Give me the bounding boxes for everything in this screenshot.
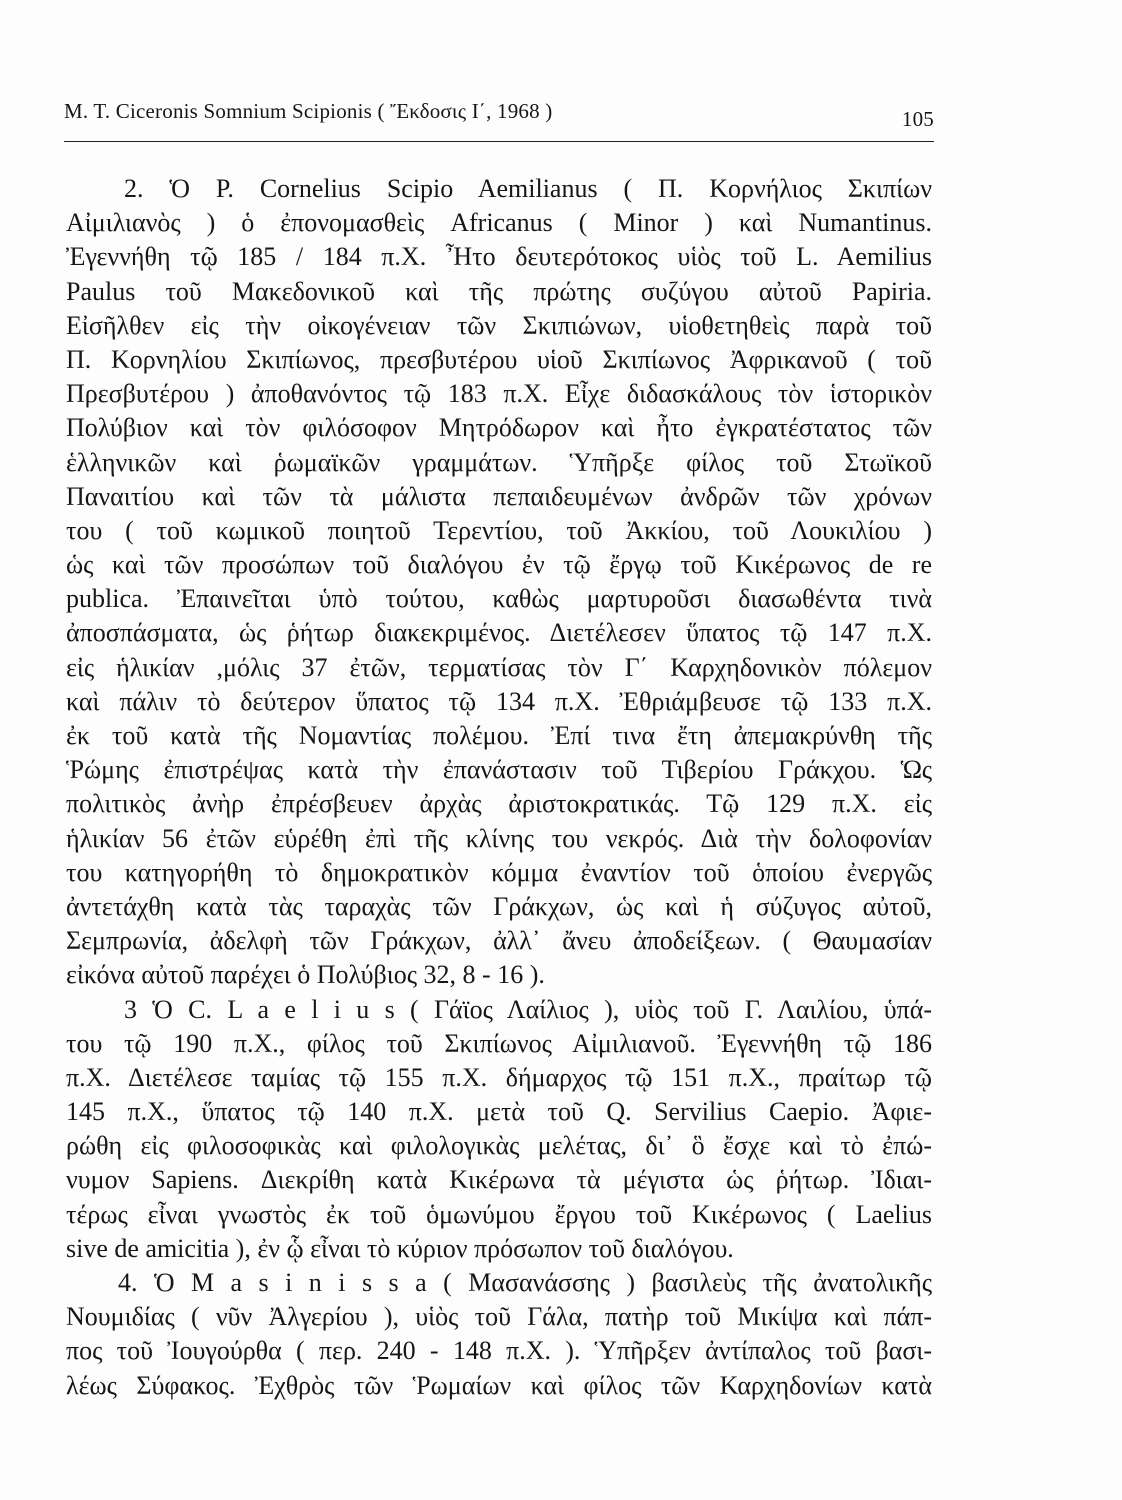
note-3-line-6: νυμον Sapiens. Διεκρίθη κατὰ Κικέρωνα τὰ μέγιστα ὡς ῥήτωρ. Ἰδιαι- bbox=[66, 1165, 932, 1195]
note-2-line-15: εἰς ἡλικίαν ,μόλις 37 ἐτῶν, τερματίσας τὸν Γ΄ Καρχηδονικὸν πόλεμον bbox=[66, 652, 932, 682]
note-2-line-8: Πολύβιον καὶ τὸν φιλόσοφον Μητρόδωρον καὶ ἦτο ἐγκρατέστατος τῶν bbox=[66, 413, 932, 443]
note-2-line-17: ἐκ τοῦ κατὰ τῆς Νομαντίας πολέμου. Ἐπί τινα ἔτη ἀπεμακρύνθη τῆς bbox=[66, 721, 932, 750]
note-3-line-8: sive de amicitia ), ἐν ᾧ εἶναι τὸ κύριον πρόσωπον τοῦ διαλόγου. bbox=[66, 1233, 734, 1263]
footnotes-body bbox=[66, 172, 932, 1403]
note-2-line-9: ἑλληνικῶν καὶ ῥωμαϊκῶν γραμμάτων. Ὑπῆρξε φίλος τοῦ Στωϊκοῦ bbox=[66, 447, 932, 477]
note-2-line-6: Π. Κορνηλίου Σκιπίωνος, πρεσβυτέρου υἱοῦ Σκιπίωνος Ἀφρικανοῦ ( τοῦ bbox=[66, 344, 932, 374]
note-2-line-22: ἀντετάχθη κατὰ τὰς ταραχὰς τῶν Γράκχων, ὡς καὶ ἡ σύζυγος αὐτοῦ, bbox=[66, 891, 932, 921]
running-head bbox=[64, 97, 934, 133]
note-2-line-13: publica. Ἐπαινεῖται ὑπὸ τούτου, καθὼς μαρτυροῦσι διασωθέντα τινὰ bbox=[66, 584, 932, 614]
note-2-line-4: Paulus τοῦ Μακεδονικοῦ καὶ τῆς πρώτης συζύγου αὐτοῦ Papiria. bbox=[66, 276, 932, 306]
note-2-line-12: ὡς καὶ τῶν προσώπων τοῦ διαλόγου ἐν τῷ ἔργῳ τοῦ Κικέρωνος de re bbox=[66, 550, 932, 580]
note-2-line-5: Εἰσῆλθεν εἰς τὴν οἰκογένειαν τῶν Σκιπιώνων, υἱοθετηθεὶς παρὰ τοῦ bbox=[66, 310, 932, 340]
note-4-line-4: λέως Σύφακος. Ἐχθρὸς τῶν Ῥωμαίων καὶ φίλος τῶν Καρχηδονίων κατὰ bbox=[66, 1370, 932, 1400]
note-4-line-1: 4. Ὁ M a s i n i s s a ( Μασανάσσης ) βασιλεὺς τῆς ἀνατολικῆς bbox=[118, 1268, 932, 1297]
note-2-line-1: 2. Ὁ P. Cornelius Scipio Aemilianus ( Π. Κορνήλιος Σκιπίων bbox=[124, 174, 932, 203]
note-3-line-3: π.Χ. Διετέλεσε ταμίας τῷ 155 π.Χ. δήμαρχος τῷ 151 π.Χ., πραίτωρ τῷ bbox=[66, 1062, 932, 1092]
note-2-line-20: ἡλικίαν 56 ἐτῶν εὑρέθη ἐπὶ τῆς κλίνης του νεκρός. Διὰ τὴν δολοφονίαν bbox=[66, 823, 932, 853]
note-2-line-2: Αἰμιλιανὸς ) ὁ ἐπονομασθεὶς Africanus ( Minor ) καὶ Numantinus. bbox=[66, 208, 932, 238]
note-3-line-5: ρώθη εἰς φιλοσοφικὰς καὶ φιλολογικὰς μελέτας, δι᾽ ὃ ἔσχε καὶ τὸ ἐπώ- bbox=[66, 1131, 932, 1161]
note-2-line-3: Ἐγεννήθη τῷ 185 / 184 π.Χ. Ἦτο δευτερότοκος υἱὸς τοῦ L. Aemilius bbox=[66, 242, 932, 272]
note-3-line-7: τέρως εἶναι γνωστὸς ἐκ τοῦ ὁμωνύμου ἔργου τοῦ Κικέρωνος ( Laelius bbox=[66, 1199, 932, 1229]
note-2-line-7: Πρεσβυτέρου ) ἀποθανόντος τῷ 183 π.Χ. Εἶχε διδασκάλους τὸν ἱστορικὸν bbox=[66, 379, 932, 409]
note-2-line-10: Παναιτίου καὶ τῶν τὰ μάλιστα πεπαιδευμένων ἀνδρῶν τῶν χρόνων bbox=[66, 481, 932, 511]
note-2-line-14: ἀποσπάσματα, ὡς ῥήτωρ διακεκριμένος. Διετέλεσεν ὕπατος τῷ 147 π.Χ. bbox=[66, 618, 932, 648]
header-rule bbox=[64, 141, 934, 142]
running-head-title: M. T. Ciceronis Somnium Scipionis ( Ἔκδοσις Ι΄, 1968 ) bbox=[64, 99, 553, 123]
note-2-line-21: του κατηγορήθη τὸ δημοκρατικὸν κόμμα ἐναντίον τοῦ ὁποίου ἐνεργῶς bbox=[66, 857, 932, 887]
note-2-line-23: Σεμπρωνία, ἀδελφὴ τῶν Γράκχων, ἀλλ᾽ ἄνευ ἀποδείξεων. ( Θαυμασίαν bbox=[66, 926, 932, 956]
note-2-line-24: εἰκόνα αὐτοῦ παρέχει ὁ Πολύβιος 32, 8 - 16 ). bbox=[66, 960, 545, 990]
note-4-line-3: πος τοῦ Ἰουγούρθα ( περ. 240 - 148 π.Χ. ). Ὑπῆρξεν ἀντίπαλος τοῦ βασι- bbox=[66, 1336, 932, 1366]
note-3-line-1: 3 Ὁ C. L a e l i u s ( Γάϊος Λαίλιος ), υἱὸς τοῦ Γ. Λαιλίου, ὑπά- bbox=[124, 994, 932, 1024]
note-4-line-2: Νουμιδίας ( νῦν Ἀλγερίου ), υἱὸς τοῦ Γάλα, πατὴρ τοῦ Μικίψα καὶ πάπ- bbox=[66, 1302, 932, 1332]
note-2-line-19: πολιτικὸς ἀνὴρ ἐπρέσβευεν ἀρχὰς ἀριστοκρατικάς. Τῷ 129 π.Χ. εἰς bbox=[66, 789, 932, 819]
note-2-line-11: του ( τοῦ κωμικοῦ ποιητοῦ Τερεντίου, τοῦ Ἀκκίου, τοῦ Λουκιλίου ) bbox=[66, 515, 932, 545]
note-2-line-18: Ῥώμης ἐπιστρέψας κατὰ τὴν ἐπανάστασιν τοῦ Τιβερίου Γράκχου. Ὡς bbox=[66, 755, 932, 785]
note-3-line-2: του τῷ 190 π.Χ., φίλος τοῦ Σκιπίωνος Αἰμιλιανοῦ. Ἐγεννήθη τῷ 186 bbox=[66, 1028, 932, 1058]
note-3-line-4: 145 π.Χ., ὕπατος τῷ 140 π.Χ. μετὰ τοῦ Q. Servilius Caepio. Ἀφιε- bbox=[66, 1097, 932, 1127]
note-2-line-16: καὶ πάλιν τὸ δεύτερον ὕπατος τῷ 134 π.Χ. Ἐθριάμβευσε τῷ 133 π.Χ. bbox=[66, 686, 932, 716]
page-number: 105 bbox=[901, 107, 934, 131]
